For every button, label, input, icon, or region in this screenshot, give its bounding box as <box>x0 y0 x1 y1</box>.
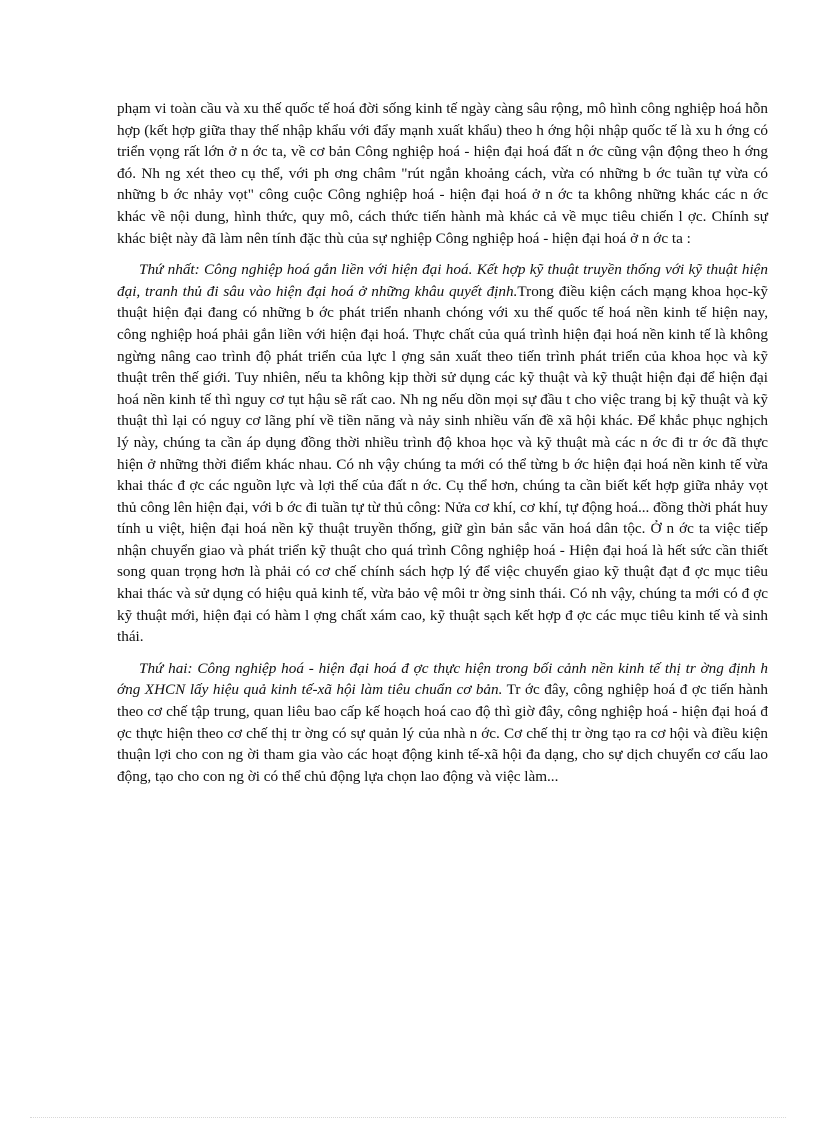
page-bottom-divider <box>30 1117 786 1118</box>
paragraph-text: phạm vi toàn cầu và xu thế quốc tế hoá đời sống kinh tế ngày càng sâu rộng, mô hình công nghiệp hoá hỗn hợp (kết hợp giữa thay thế nhập khẩu với đẩy mạnh xuất khẩu) theo h ớng hội nhập quốc tế là xu h ớng có triển vọng rất lớn ở n ớc ta, về cơ bản Công nghiệp hoá - hiện đại hoá đất n ớc cũng vận động theo h ớng đó. Nh ng xét theo cụ thể, với ph ơng châm "rút ngắn khoảng cách, vừa có những b ớc tuần tự vừa có những b ớc nhảy vọt" công cuộc Công nghiệp hoá - hiện đại hoá ở n ớc ta không những khác các n ớc khác về nội dung, hình thức, quy mô, cách thức tiến hành mà khác cả về mục tiêu chiến l ợc. Chính sự khác biệt này đã làm nên tính đặc thù của sự nghiệp Công nghiệp hoá - hiện đại hoá ở n ớc ta : <box>117 100 768 247</box>
paragraph-text: Tr ớc đây, công nghiệp hoá đ ợc tiến hành theo cơ chế tập trung, quan liêu bao cấp kế hoạch hoá cao độ thì giờ đây, công nghiệp hoá - hiện đại hoá đ ợc thực hiện theo cơ chế thị tr ờng có sự quản lý của nhà n ớc. Cơ chế thị tr ờng tạo ra cơ hội và điều kiện thuận lợi cho con ng ời tham gia vào các hoạt động kinh tế-xã hội đa dạng, cho sự dịch chuyển cơ cấu lao động, tạo cho con ng ời có thể chủ động lựa chọn lao động và việc làm... <box>117 681 768 785</box>
paragraph-intro <box>117 98 768 249</box>
paragraph-lead-italic: Thứ hai: Công nghiệp hoá - hiện đại hoá đ ợc thực hiện trong bối cảnh nền kinh tế thị tr ờng định h ớng XHCN lấy hiệu quả kinh tế-xã hội làm tiêu chuẩn cơ bản. <box>117 659 768 699</box>
paragraph-first-point <box>117 259 768 648</box>
paragraph-text: Trong điều kiện cách mạng khoa học-kỹ thuật hiện đại đang có những b ớc phát triển nhanh chóng với xu thế quốc tế hoá nền kinh tế hiện nay, công nghiệp hoá phải gắn liền với hiện đại hoá. Thực chất của quá trình hiện đại hoá nền kinh tế là không ngừng nâng cao trình độ phát triển của lực l ợng sản xuất theo tiến trình phát triển của khoa học và kỹ thuật trên thế giới. Tuy nhiên, nếu ta không kịp thời sử dụng các kỹ thuật và kỹ thuật hiện đại để hiện đại hoá nền kinh tế thì nguy cơ tụt hậu sẽ rất cao. Nh ng nếu dồn mọi sự đầu t cho việc trang bị kỹ thuật và kỹ thuật thì lại có nguy cơ lãng phí về tiền năng và nảy sinh nhiều vấn đề xã hội khác. Để khắc phục nghịch lý này, chúng ta cần áp dụng đồng thời nhiều trình độ khoa học và kỹ thuật mà các n ớc đi tr ớc đã thực hiện ở những thời điểm khác nhau. Có nh vậy chúng ta mới có thể từng b ớc hiện đại hoá nền kinh tế vừa khai thác đ ợc các nguồn lực và lợi thế của đất n ớc. Cụ thể hơn, chúng ta cần biết kết hợp giữa nhảy vọt thủ công lên hiện đại, với b ớc đi tuần tự từ thủ công: Nửa cơ khí, cơ khí, tự động hoá... đồng thời phát huy tính u việt, hiện đại hoá nền kỹ thuật truyền thống, giữ gìn bản sắc văn hoá dân tộc. Ở n ớc ta việc tiếp nhận chuyển giao và phát triển kỹ thuật cho quá trình Công nghiệp hoá - Hiện đại hoá là hết sức cần thiết song quan trọng hơn là phải có cơ chế chính sách hợp lý để việc chuyển giao kỹ thuật đạt đ ợc mục tiêu khai thác và sử dụng có hiệu quả kinh tế, vừa bảo vệ môi tr ờng sinh thái. Có nh vậy, chúng ta mới có đ ợc kỹ thuật mới, hiện đại có hàm l ợng chất xám cao, kỹ thuật sạch kết hợp đ ợc các mục tiêu kinh tế và sinh thái. <box>117 282 769 646</box>
paragraph-lead-italic: Thứ nhất: Công nghiệp hoá gắn liền với hiện đại hoá. Kết hợp kỹ thuật truyền thống với kỹ thuật hiện đại, tranh thủ đi sâu vào hiện đại hoá ở những khâu quyết định. <box>117 261 768 300</box>
body-text <box>117 98 768 797</box>
paragraph-second-point <box>117 658 768 788</box>
